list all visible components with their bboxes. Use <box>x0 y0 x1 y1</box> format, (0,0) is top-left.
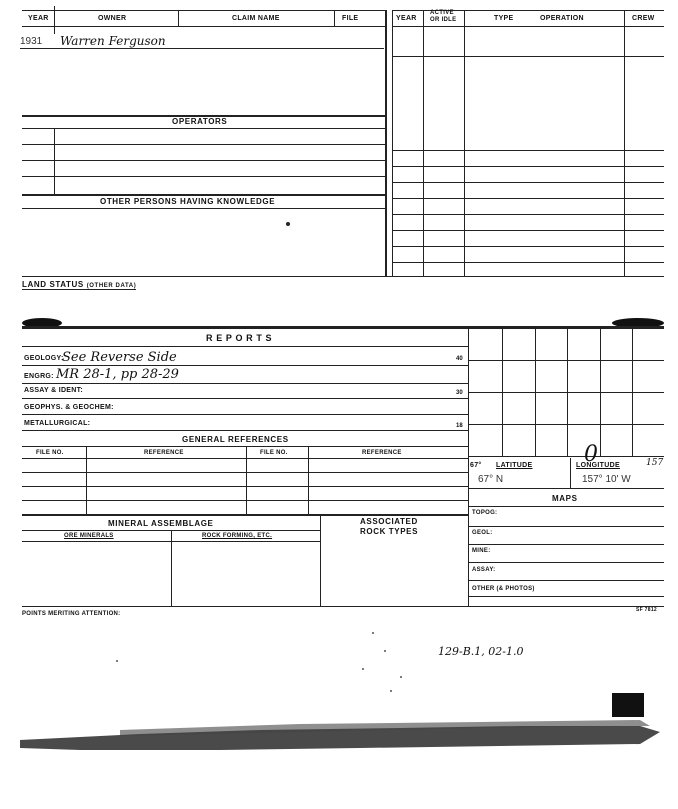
divider <box>624 10 625 276</box>
rule <box>22 486 468 487</box>
rule <box>392 214 664 215</box>
divider <box>392 10 393 276</box>
owner-value: Warren Ferguson <box>60 34 166 48</box>
divider <box>178 10 179 26</box>
speck <box>116 660 118 662</box>
rule <box>468 562 664 563</box>
scan-bottom-smear <box>0 700 678 760</box>
header-file: FILE <box>342 15 359 22</box>
divider <box>308 446 309 514</box>
grid-line <box>468 392 664 393</box>
rule <box>22 160 385 161</box>
land-status-sub: (OTHER DATA) <box>86 283 137 289</box>
rule <box>22 398 468 399</box>
header-owner: OWNER <box>98 15 127 22</box>
divider <box>54 128 55 194</box>
right-panel-left-edge <box>385 10 387 276</box>
maps-mine: MINE: <box>472 548 491 554</box>
rule <box>22 176 385 177</box>
rule <box>468 596 664 597</box>
rule <box>22 430 468 431</box>
file-no-col-1: FILE NO. <box>36 450 64 456</box>
longitude-mark: 157 <box>646 458 664 468</box>
file-no-col-2: FILE NO. <box>260 450 288 456</box>
speck <box>384 650 386 652</box>
grid-line <box>502 326 503 456</box>
grid-line <box>567 326 568 456</box>
latitude-label: LATITUDE <box>496 462 533 469</box>
header-operation: OPERATION <box>540 15 584 22</box>
number-18: 18 <box>456 423 463 429</box>
header-or-idle: OR IDLE <box>430 17 457 23</box>
rule <box>22 144 385 145</box>
latitude-mark: 67° <box>470 462 482 469</box>
reference-col-1: REFERENCE <box>144 450 184 456</box>
rule <box>22 606 664 607</box>
longitude-value: 157° 10' W <box>582 474 631 485</box>
speck <box>362 668 364 670</box>
hand-note: 129-B.1, 02-1.0 <box>438 645 524 658</box>
speck <box>390 690 392 692</box>
rule <box>392 246 664 247</box>
grid-left-edge <box>468 326 469 606</box>
owner-row-rule <box>20 48 384 49</box>
general-references-title: GENERAL REFERENCES <box>182 435 289 444</box>
header-active: ACTIVE <box>430 10 454 16</box>
divider <box>570 458 571 488</box>
divider <box>334 10 335 26</box>
mineral-top-rule <box>22 514 468 516</box>
reference-col-2: REFERENCE <box>362 450 402 456</box>
grid-line <box>468 424 664 425</box>
engrg-value: MR 28-1, pp 28-29 <box>56 367 179 382</box>
rule <box>22 472 468 473</box>
metallurgical-label: METALLURGICAL: <box>24 420 91 427</box>
other-persons-title: OTHER PERSONS HAVING KNOWLEDGE <box>100 197 276 206</box>
geology-value: See Reverse Side <box>62 350 177 365</box>
grid-line <box>632 326 633 456</box>
year-value: 1931 <box>20 36 43 47</box>
reports-title: R E P O R T S <box>206 333 273 343</box>
associated-title: ASSOCIATED <box>360 517 418 526</box>
header-claim-name: CLAIM NAME <box>232 15 280 22</box>
divider <box>54 6 55 34</box>
speck <box>372 632 374 634</box>
maps-other: OTHER (& PHOTOS) <box>472 586 535 592</box>
rule <box>392 150 664 151</box>
mineral-assemblage-title: MINERAL ASSEMBLAGE <box>108 519 214 528</box>
divider <box>320 514 321 606</box>
assay-ident-label: ASSAY & IDENT: <box>24 387 84 394</box>
divider <box>423 10 424 276</box>
geology-label: GEOLOGY: <box>24 355 64 362</box>
divider <box>246 446 247 514</box>
points-meriting-title: POINTS MERITING ATTENTION: <box>22 611 121 617</box>
grid-line <box>468 360 664 361</box>
header-year: YEAR <box>28 15 49 22</box>
rule <box>468 488 664 489</box>
number-40: 40 <box>456 356 463 362</box>
latitude-value: 67° N <box>478 474 504 485</box>
other-persons-top-rule <box>22 194 385 196</box>
longitude-label: LONGITUDE <box>576 462 620 469</box>
rule <box>392 230 664 231</box>
rule <box>22 500 468 501</box>
rock-forming-col: ROCK FORMING, ETC. <box>202 533 273 539</box>
rule <box>22 276 664 277</box>
rule <box>468 544 664 545</box>
maps-title: MAPS <box>552 494 578 503</box>
form-code: SF 7812 <box>636 607 658 613</box>
engrg-label: ENGRG: <box>24 373 54 380</box>
speck <box>286 222 290 226</box>
grid-line <box>535 326 536 456</box>
rule <box>22 128 385 129</box>
grid-line <box>468 456 664 457</box>
header-top-rule <box>22 10 385 11</box>
divider <box>86 446 87 514</box>
land-status-label: LAND STATUS <box>22 280 84 289</box>
header-year-2: YEAR <box>396 15 417 22</box>
rule <box>22 446 468 447</box>
rule <box>392 182 664 183</box>
rule <box>392 198 664 199</box>
rule <box>392 166 664 167</box>
rule <box>392 56 664 57</box>
divider <box>171 530 172 606</box>
maps-assay: ASSAY: <box>472 567 496 573</box>
rule <box>468 526 664 527</box>
rule <box>392 262 664 263</box>
rock-types-title: ROCK TYPES <box>360 527 419 536</box>
header-crew: CREW <box>632 15 655 22</box>
land-status-title <box>22 280 136 290</box>
number-30: 30 <box>456 390 463 396</box>
rule <box>22 383 468 384</box>
rule <box>468 580 664 581</box>
rule <box>22 208 385 209</box>
speck <box>400 676 402 678</box>
rule <box>22 365 468 366</box>
divider <box>464 10 465 276</box>
header-type: TYPE <box>494 15 514 22</box>
maps-topog: TOPOG: <box>472 510 498 516</box>
rule <box>22 458 468 459</box>
rule <box>22 414 468 415</box>
grid-line <box>600 326 601 456</box>
rule <box>468 506 664 507</box>
rule <box>22 346 468 347</box>
maps-geol: GEOL: <box>472 530 493 536</box>
geophys-label: GEOPHYS. & GEOCHEM: <box>24 404 114 411</box>
ore-minerals-col: ORE MINERALS <box>64 533 114 539</box>
operators-title: OPERATORS <box>172 117 228 126</box>
circle-mark: 0 <box>584 442 598 467</box>
header-bottom-rule <box>22 26 385 27</box>
